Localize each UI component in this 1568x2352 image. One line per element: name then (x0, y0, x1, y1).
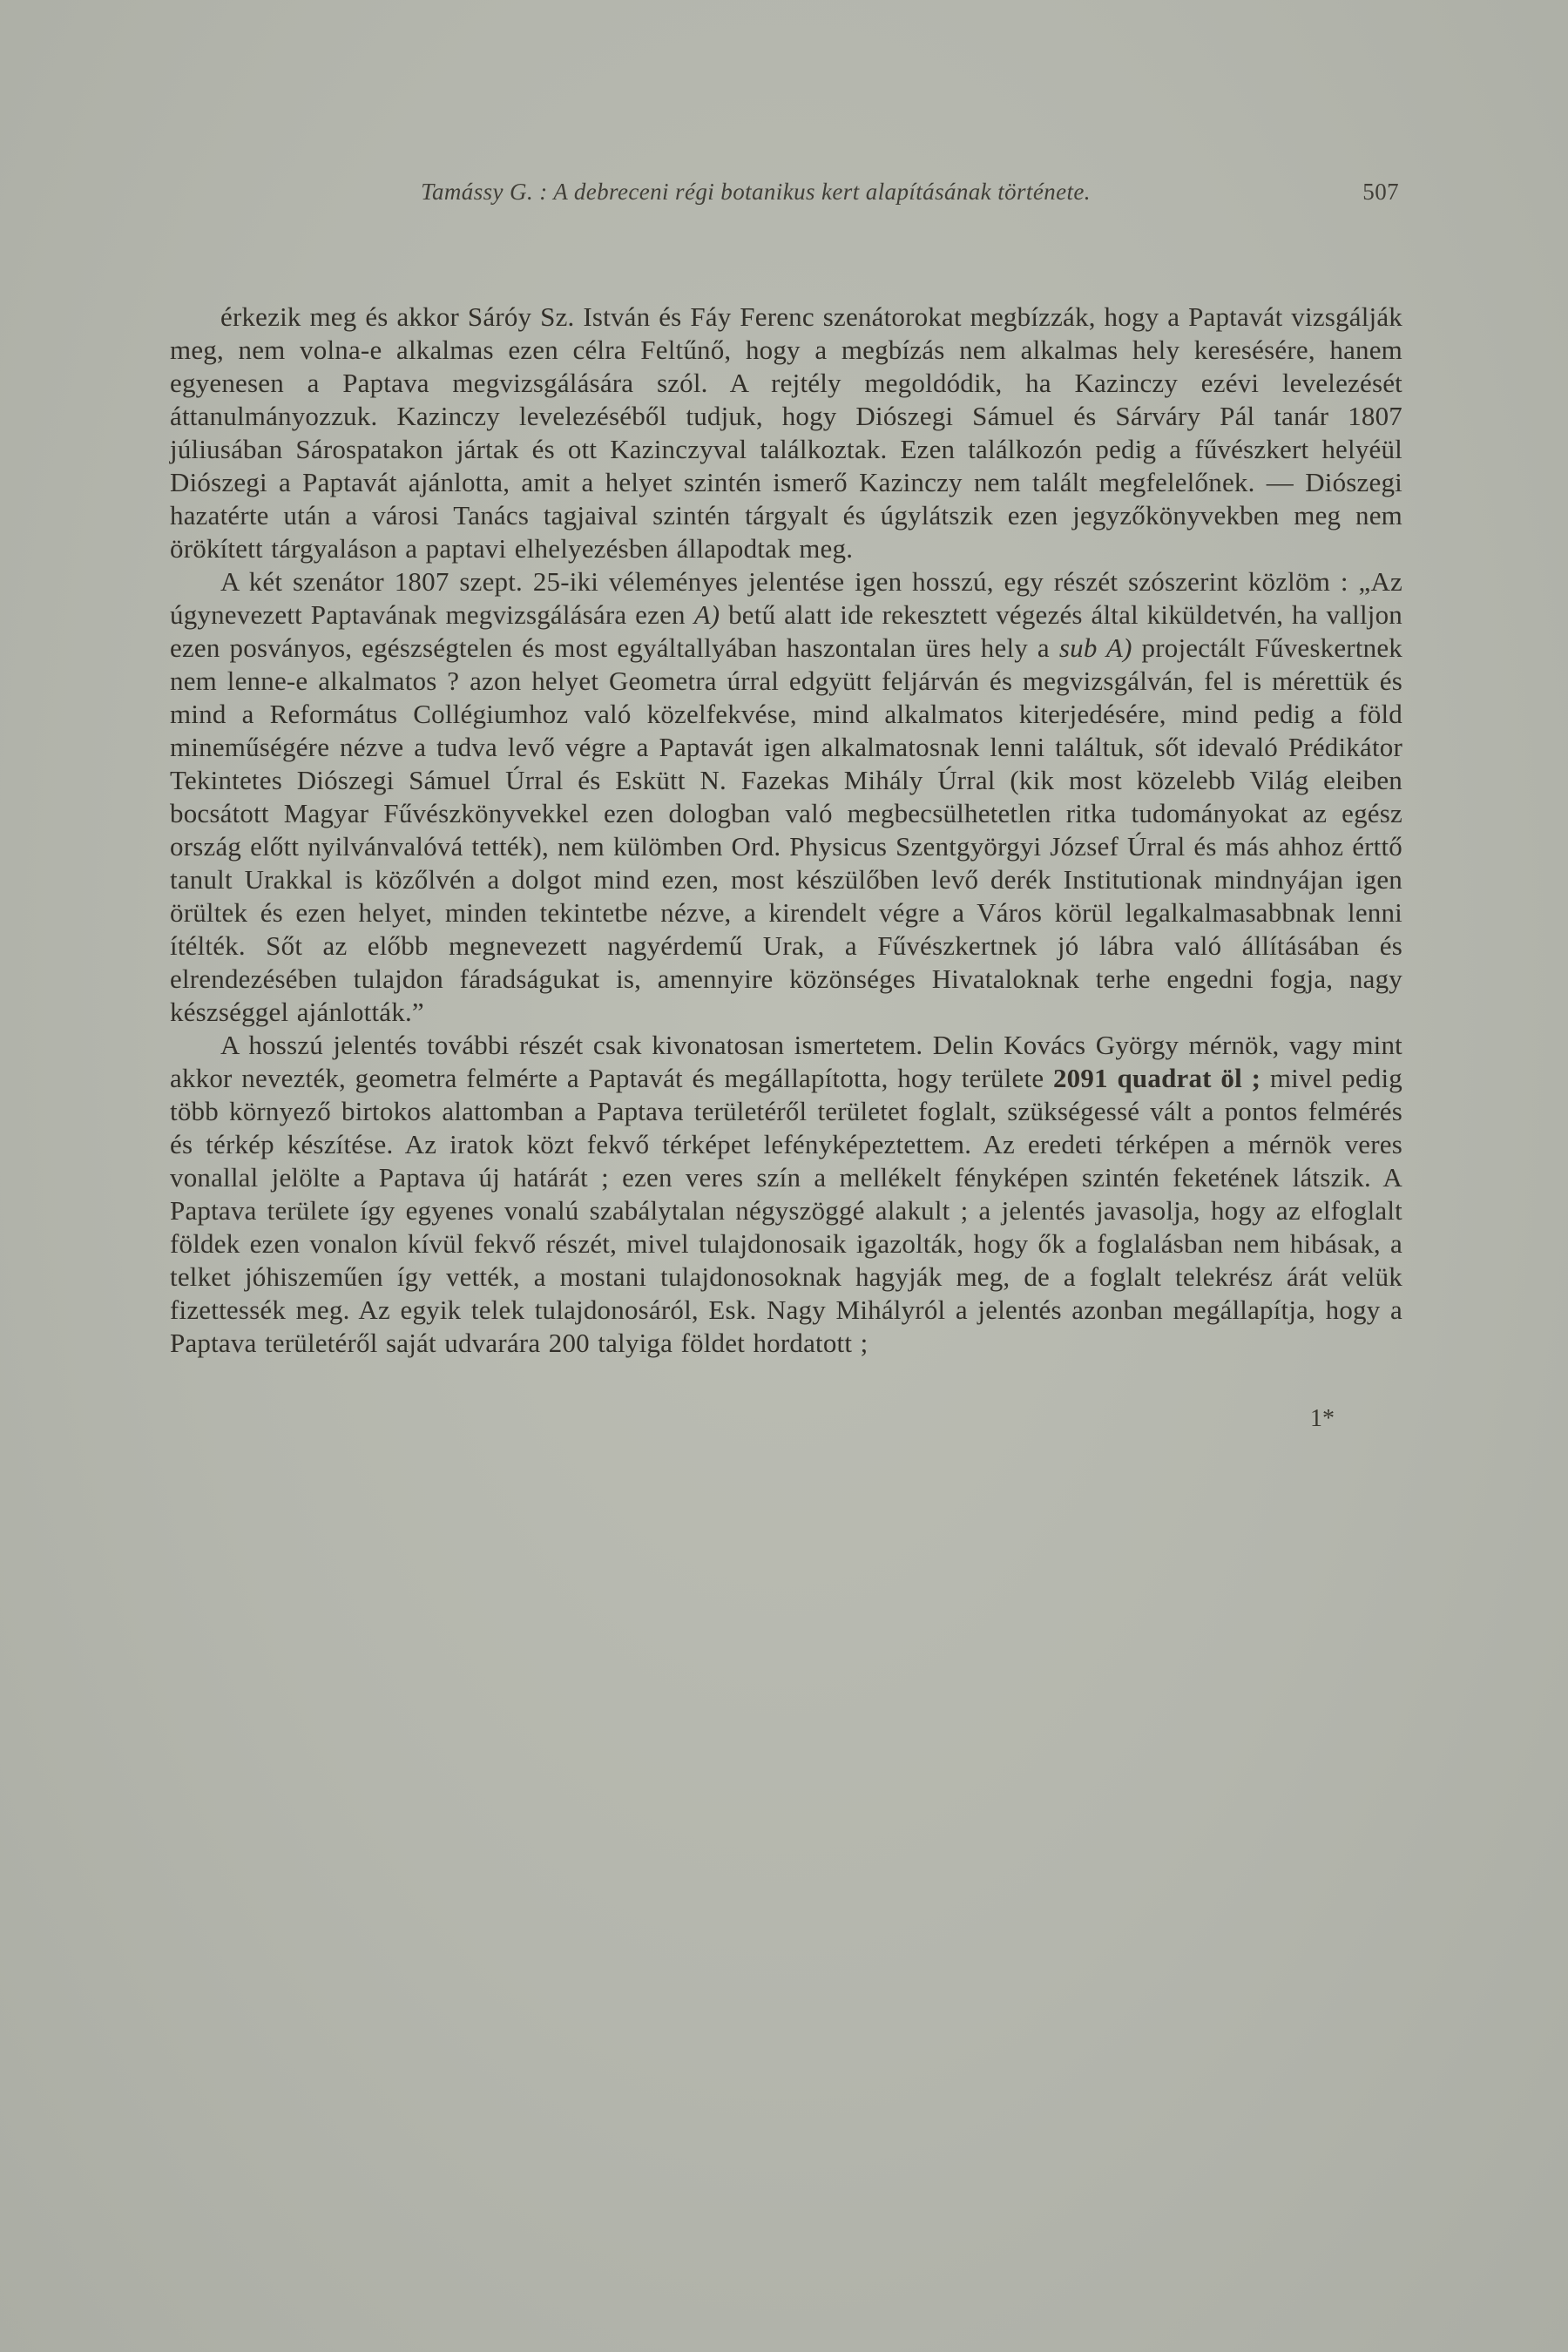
running-head-title: Tamássy G. : A debreceni régi botanikus kert alapításának története. (421, 179, 1091, 205)
bold-text-run: 2091 quadrat öl ; (1052, 1063, 1261, 1093)
paragraph (170, 565, 1402, 1029)
footnote-signature-mark: 1* (1310, 1405, 1335, 1432)
body-text (170, 301, 1402, 1360)
text-run: érkezik meg és akkor Sáróy Sz. István és Fáy Ferenc szenátorokat megbízzák, hogy a Paptavát vizsgálják meg, nem volna-e alkalmas ezen célra Feltűnő, hogy a megbízás nem alkalmas hely keresésére, hanem egyenesen a Paptava megvizsgálására szól. A rejtély megoldódik, ha Kazinczy ezévi levelezését áttanulmányozzuk. Kazinczy levelezéséből tudjuk, hogy Diószegi Sámuel és Sárváry Pál tanár 1807 júliusában Sárospatakon jártak és ott Kazinczyval találkoztak. Ezen találkozón pedig a fűvészkert helyéül Diószegi a Paptavát ajánlotta, amit a helyet szintén ismerő Kazinczy nem talált megfelelőnek. — Diószegi hazatérte után a városi Tanács tagjaival szintén tárgyalt és úgylátszik ezen jegyzőkönyvekben meg nem örökített tárgyaláson a paptavi elhelyezésben állapodtak meg. (170, 301, 1402, 564)
text-run: A hosszú jelentés további részét csak kivonatosan ismertetem. Delin Kovács György mérnök, vagy mint akkor nevezték, geometra felmérte a Paptavát és megállapította, hogy területe (170, 1030, 1402, 1093)
paragraph (170, 301, 1402, 565)
text-run: mivel pedig több környező birtokos alattomban a Paptava területéről területet foglalt, szükségessé vált a pontos felmérés és térkép készítése. Az iratok közt fekvő térképet lefényképeztettem. Az eredeti térképen a mérnök veres vonallal jelölte a Paptava új határát ; ezen veres szín a mellékelt fényképen szintén feketének látszik. A Paptava területe így egyenes vonalú szabálytalan négyszöggé alakult ; a jelentés javasolja, hogy az elfoglalt földek ezen vonalon kívül fekvő részét, mivel tulajdonosaik igazolták, hogy ők a foglalásban nem hibásak, a telket jóhiszeműen így vették, a mostani tulajdonosoknak hagyják meg, de a foglalt telekrész árát velük fizettessék meg. Az egyik telek tulajdonosáról, Esk. Nagy Mihályról a jelentés azonban megállapítja, hogy a Paptava területéről saját udvarára 200 talyiga földet hordatott ; (170, 1063, 1402, 1358)
italic-text-run: A) (693, 599, 720, 630)
running-head (170, 179, 1402, 217)
text-run: A két szenátor 1807 szept. 25-iki véleményes jelentése igen hosszú, egy részét szószerint közlöm : „Az úgynevezett Paptavának megvizsgálására ezen (170, 566, 1402, 630)
paragraph (170, 1029, 1402, 1360)
italic-text-run: sub A) (1058, 632, 1132, 663)
text-run: betű alatt ide rekesztett végezés által kiküldetvén, ha valljon ezen posványos, egészségtelen és most egyáltallyában haszontalan üres hely a (170, 599, 1402, 663)
text-run: projectált Fűveskertnek nem lenne-e alkalmatos ? azon helyet Geometra úrral edgyütt feljárván és megvizsgálván, fel is mérettük és mind a Református Collégiumhoz való közelfekvése, mind alkalmatos kiterjedésére, mind pedig a föld mineműségére nézve a tudva levő végre a Paptavát igen alkalmatosnak lenni találtuk, sőt idevaló Prédikátor Tekintetes Diószegi Sámuel Úrral és Eskütt N. Fazekas Mihály Úrral (kik most közelebb Világ eleiben bocsátott Magyar Fűvészkönyvekkel ezen dologban való megbecsülhetetlen ritka tudományokat az egész ország előtt nyilvánvalóvá tették), nem külömben Ord. Physicus Szentgyörgyi József Úrral és más ahhoz érttő tanult Urakkal is közőlvén a dolgot mind ezen, most készülőben levő derék Institutionak mindnyájan igen örültek és ezen helyet, minden tekintetbe nézve, a kirendelt végre a Város körül legalkalmasabbnak lenni ítélték. Sőt az előbb megnevezett nagyérdemű Urak, a Fűvészkertnek jó lábra való állításában és elrendezésében tulajdon fáradságukat is, amennyire közönséges Hivataloknak terhe engedni fogja, nagy készséggel ajánlották.” (170, 632, 1402, 1027)
page-number: 507 (1362, 179, 1399, 205)
